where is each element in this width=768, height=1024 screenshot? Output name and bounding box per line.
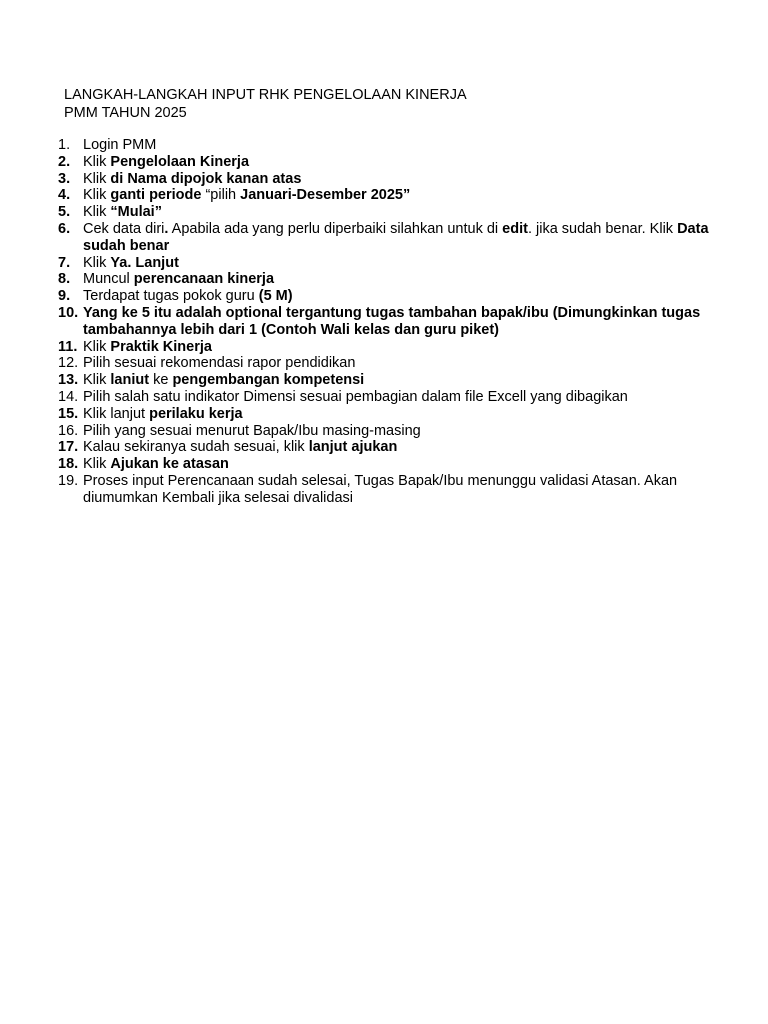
step-text-run: Proses input Perencanaan sudah selesai, Tugas Bapak/Ibu menunggu validasi Atasan. Akan diumumkan Kembali jika selesai divalidasi	[83, 472, 678, 506]
step-text-bold: .	[164, 220, 169, 237]
step-text	[83, 154, 249, 170]
step-text-bold: “Mulai”	[110, 204, 162, 221]
step-text	[83, 456, 229, 472]
step-number: 11.	[58, 338, 78, 355]
step-text-bold: laniut	[110, 372, 150, 389]
title-line-1: LANGKAH-LANGKAH INPUT RHK PENGELOLAAN KINERJA	[64, 87, 467, 103]
step-item	[58, 171, 738, 188]
step-text	[83, 271, 274, 287]
step-text-bold: Data sudah benar	[83, 220, 709, 254]
step-text	[83, 255, 179, 271]
step-text-run: Klik	[83, 170, 111, 187]
step-text-run: Klik	[83, 372, 111, 389]
step-text	[83, 204, 162, 220]
step-text-bold: Januari-Desember 2025”	[240, 187, 411, 204]
step-number: 1.	[58, 137, 71, 153]
step-text-run: Klik	[83, 153, 111, 170]
step-text-run: Cek data diri	[83, 220, 165, 237]
step-text-run: Klik lanjut	[83, 405, 150, 422]
step-text	[83, 423, 421, 439]
step-text-run: Klik	[83, 187, 111, 204]
step-text	[83, 221, 709, 254]
step-item	[58, 339, 738, 356]
step-number: 18.	[58, 456, 79, 473]
step-text-run: Klik	[83, 254, 111, 271]
step-text-run: . jika sudah benar. Klik	[527, 220, 678, 237]
step-number: 5.	[58, 204, 71, 221]
step-text-run: Kalau sekiranya sudah sesuai, klik	[83, 439, 309, 456]
step-text	[83, 389, 628, 405]
step-item	[58, 187, 738, 204]
step-item	[58, 355, 738, 372]
step-item	[58, 137, 738, 154]
step-text-bold: perencanaan kinerja	[133, 271, 275, 288]
step-item	[58, 372, 738, 389]
step-text-run: Pilih salah satu indikator Dimensi sesuai pembagian dalam file Excell yang dibagikan	[83, 388, 628, 405]
step-number: 12.	[58, 355, 79, 372]
step-text-run: Apabila ada yang perlu diperbaiki silahkan untuk di	[168, 220, 503, 237]
step-text	[83, 288, 293, 304]
step-number: 10.	[58, 304, 79, 321]
step-text-run: Klik	[83, 456, 111, 473]
step-text	[83, 171, 301, 187]
step-item	[58, 423, 738, 440]
step-text	[83, 187, 410, 203]
step-text-bold: Pengelolaan Kinerja	[110, 153, 250, 170]
step-item	[58, 389, 738, 406]
step-text	[83, 406, 243, 422]
step-text	[83, 439, 397, 455]
step-item	[58, 221, 738, 255]
step-text-bold: lanjut ajukan	[308, 439, 398, 456]
steps-list	[58, 137, 738, 507]
step-text-run: Pilih yang sesuai menurut Bapak/Ibu masing-masing	[83, 422, 421, 439]
step-text	[83, 355, 355, 371]
title-line-2: PMM TAHUN 2025	[64, 105, 187, 121]
step-text-run: Klik	[83, 204, 111, 221]
step-number: 2.	[58, 153, 71, 170]
step-text-run: “pilih	[201, 187, 241, 204]
step-text-run: Klik	[83, 338, 111, 355]
step-text-bold: perilaku kerja	[149, 405, 243, 422]
document-title	[64, 86, 467, 122]
step-text	[83, 339, 212, 355]
step-item	[58, 406, 738, 423]
step-number: 3.	[58, 170, 71, 187]
step-number: 7.	[58, 254, 71, 271]
step-item	[58, 473, 738, 507]
step-text-run: Muncul	[83, 271, 134, 288]
step-number: 19.	[58, 472, 79, 489]
step-text	[83, 372, 364, 388]
step-text-run: Pilih sesuai rekomendasi rapor pendidikan	[83, 355, 356, 372]
step-text	[83, 305, 700, 338]
step-item	[58, 204, 738, 221]
step-text	[83, 137, 156, 153]
step-text-bold: Praktik Kinerja	[110, 338, 212, 355]
step-text-bold: ganti periode	[110, 187, 202, 204]
step-text-bold: Ya. Lanjut	[110, 254, 179, 271]
step-text-bold: pengembangan kompetensi	[172, 372, 365, 389]
step-text-bold: (5 M)	[258, 288, 293, 305]
step-item	[58, 456, 738, 473]
step-number: 6.	[58, 220, 71, 237]
step-text-run: Login PMM	[83, 137, 157, 153]
step-text-bold: Ajukan ke atasan	[110, 456, 229, 473]
step-number: 15.	[58, 405, 79, 422]
step-text-bold: Yang ke 5 itu adalah optional tergantung tugas tambahan bapak/ibu (Dimungkinkan tugas tambahannya lebih dari 1 (Contoh Wali kelas dan guru piket)	[83, 304, 701, 338]
step-item	[58, 288, 738, 305]
step-item	[58, 439, 738, 456]
step-number: 14.	[58, 388, 79, 405]
step-text-bold: edit	[502, 220, 528, 237]
step-number: 9.	[58, 288, 71, 305]
step-text-run: Terdapat tugas pokok guru	[83, 288, 259, 305]
step-number: 13.	[58, 372, 79, 389]
step-number: 4.	[58, 187, 71, 204]
step-text-bold: di Nama dipojok kanan atas	[110, 170, 302, 187]
step-number: 8.	[58, 271, 71, 288]
step-text-run: ke	[149, 372, 173, 389]
step-item	[58, 154, 738, 171]
step-number: 17.	[58, 439, 79, 456]
step-item	[58, 271, 738, 288]
step-item	[58, 305, 738, 339]
step-number: 16.	[58, 422, 79, 439]
step-text	[83, 473, 677, 506]
step-item	[58, 255, 738, 272]
